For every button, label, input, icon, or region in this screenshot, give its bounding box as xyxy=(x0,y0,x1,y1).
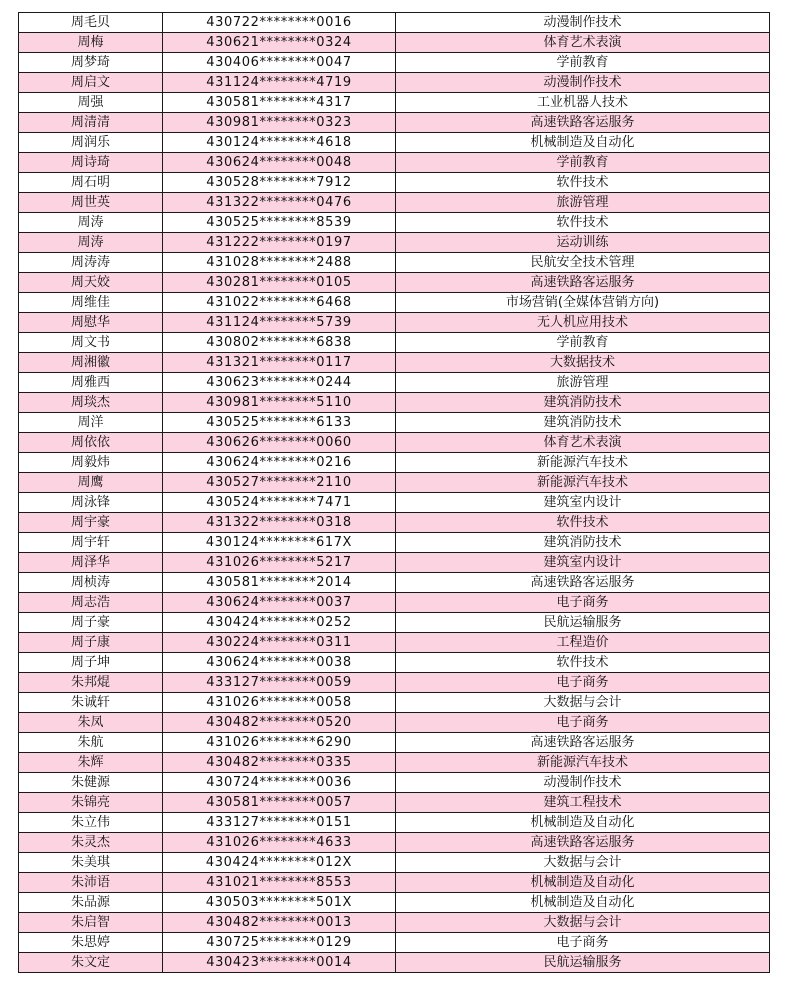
id-number-cell: 430581********4317 xyxy=(163,93,396,113)
student-name-cell: 朱健源 xyxy=(19,773,163,793)
id-number-cell: 430406********0047 xyxy=(163,53,396,73)
student-name-cell: 周子康 xyxy=(19,633,163,653)
id-number-cell: 431124********4719 xyxy=(163,73,396,93)
id-number-cell: 430624********0048 xyxy=(163,153,396,173)
major-cell: 动漫制作技术 xyxy=(396,773,770,793)
table-row xyxy=(19,853,770,873)
student-name-cell: 朱邦焜 xyxy=(19,673,163,693)
id-number-cell: 430482********0520 xyxy=(163,713,396,733)
major-cell: 大数据与会计 xyxy=(396,913,770,933)
id-number-cell: 430581********0057 xyxy=(163,793,396,813)
student-name-cell: 朱航 xyxy=(19,733,163,753)
student-name-cell: 周桢涛 xyxy=(19,573,163,593)
id-number-cell: 430624********0038 xyxy=(163,653,396,673)
student-name-cell: 周子豪 xyxy=(19,613,163,633)
student-name-cell: 朱启智 xyxy=(19,913,163,933)
student-name-cell: 周维佳 xyxy=(19,293,163,313)
id-number-cell: 431222********0197 xyxy=(163,233,396,253)
id-number-cell: 430802********6838 xyxy=(163,333,396,353)
id-number-cell: 430623********0244 xyxy=(163,373,396,393)
student-name-cell: 周毅炜 xyxy=(19,453,163,473)
major-cell: 无人机应用技术 xyxy=(396,313,770,333)
student-name-cell: 周天姣 xyxy=(19,273,163,293)
student-name-cell: 周子坤 xyxy=(19,653,163,673)
major-cell: 高速铁路客运服务 xyxy=(396,113,770,133)
table-row xyxy=(19,653,770,673)
student-name-cell: 朱立伟 xyxy=(19,813,163,833)
id-number-cell: 430621********0324 xyxy=(163,33,396,53)
major-cell: 机械制造及自动化 xyxy=(396,813,770,833)
id-number-cell: 430722********0016 xyxy=(163,13,396,33)
major-cell: 民航运输服务 xyxy=(396,613,770,633)
student-name-cell: 周世英 xyxy=(19,193,163,213)
major-cell: 电子商务 xyxy=(396,593,770,613)
student-name-cell: 周依依 xyxy=(19,433,163,453)
major-cell: 新能源汽车技术 xyxy=(396,473,770,493)
table-row xyxy=(19,213,770,233)
major-cell: 民航运输服务 xyxy=(396,953,770,973)
student-name-cell: 朱思婷 xyxy=(19,933,163,953)
id-number-cell: 430423********0014 xyxy=(163,953,396,973)
table-row xyxy=(19,473,770,493)
id-number-cell: 431026********4633 xyxy=(163,833,396,853)
table-row xyxy=(19,433,770,453)
student-name-cell: 周志浩 xyxy=(19,593,163,613)
id-number-cell: 430527********2110 xyxy=(163,473,396,493)
student-name-cell: 周涛 xyxy=(19,213,163,233)
table-row xyxy=(19,273,770,293)
student-name-cell: 周雅西 xyxy=(19,373,163,393)
id-number-cell: 433127********0059 xyxy=(163,673,396,693)
table-row xyxy=(19,313,770,333)
major-cell: 动漫制作技术 xyxy=(396,13,770,33)
id-number-cell: 430281********0105 xyxy=(163,273,396,293)
table-row xyxy=(19,153,770,173)
id-number-cell: 431022********6468 xyxy=(163,293,396,313)
table-row xyxy=(19,93,770,113)
id-number-cell: 430503********501X xyxy=(163,893,396,913)
major-cell: 机械制造及自动化 xyxy=(396,893,770,913)
table-row xyxy=(19,453,770,473)
student-name-cell: 周强 xyxy=(19,93,163,113)
table-row xyxy=(19,613,770,633)
student-name-cell: 周诗琦 xyxy=(19,153,163,173)
table-row xyxy=(19,713,770,733)
student-name-cell: 朱锦亮 xyxy=(19,793,163,813)
table-row xyxy=(19,573,770,593)
table-row xyxy=(19,33,770,53)
table-row xyxy=(19,73,770,93)
table-row xyxy=(19,753,770,773)
student-name-cell: 周梦琦 xyxy=(19,53,163,73)
table-row xyxy=(19,813,770,833)
table-row xyxy=(19,233,770,253)
student-name-cell: 周润乐 xyxy=(19,133,163,153)
table-row xyxy=(19,633,770,653)
table-row xyxy=(19,133,770,153)
student-table xyxy=(18,12,770,973)
id-number-cell: 430981********5110 xyxy=(163,393,396,413)
id-number-cell: 430528********7912 xyxy=(163,173,396,193)
id-number-cell: 431021********8553 xyxy=(163,873,396,893)
major-cell: 学前教育 xyxy=(396,333,770,353)
student-name-cell: 周启文 xyxy=(19,73,163,93)
student-name-cell: 周鹰 xyxy=(19,473,163,493)
major-cell: 高速铁路客运服务 xyxy=(396,273,770,293)
major-cell: 建筑消防技术 xyxy=(396,413,770,433)
student-name-cell: 周湘徽 xyxy=(19,353,163,373)
student-name-cell: 周洋 xyxy=(19,413,163,433)
student-name-cell: 朱沛语 xyxy=(19,873,163,893)
major-cell: 旅游管理 xyxy=(396,193,770,213)
student-name-cell: 周文书 xyxy=(19,333,163,353)
major-cell: 民航安全技术管理 xyxy=(396,253,770,273)
student-name-cell: 周宇豪 xyxy=(19,513,163,533)
major-cell: 学前教育 xyxy=(396,153,770,173)
major-cell: 新能源汽车技术 xyxy=(396,753,770,773)
major-cell: 机械制造及自动化 xyxy=(396,133,770,153)
table-row xyxy=(19,13,770,33)
id-number-cell: 430482********0335 xyxy=(163,753,396,773)
table-row xyxy=(19,493,770,513)
major-cell: 电子商务 xyxy=(396,673,770,693)
student-name-cell: 朱美琪 xyxy=(19,853,163,873)
major-cell: 大数据与会计 xyxy=(396,693,770,713)
student-name-cell: 周慰华 xyxy=(19,313,163,333)
id-number-cell: 431028********2488 xyxy=(163,253,396,273)
student-name-cell: 周清清 xyxy=(19,113,163,133)
id-number-cell: 430524********7471 xyxy=(163,493,396,513)
table-row xyxy=(19,53,770,73)
table-row xyxy=(19,253,770,273)
major-cell: 高速铁路客运服务 xyxy=(396,573,770,593)
table-row xyxy=(19,333,770,353)
table-row xyxy=(19,833,770,853)
id-number-cell: 431322********0476 xyxy=(163,193,396,213)
major-cell: 旅游管理 xyxy=(396,373,770,393)
major-cell: 建筑工程技术 xyxy=(396,793,770,813)
table-row xyxy=(19,693,770,713)
table-row xyxy=(19,353,770,373)
table-row xyxy=(19,193,770,213)
student-name-cell: 朱文定 xyxy=(19,953,163,973)
id-number-cell: 431321********0117 xyxy=(163,353,396,373)
table-row xyxy=(19,393,770,413)
major-cell: 市场营销(全媒体营销方向) xyxy=(396,293,770,313)
major-cell: 大数据技术 xyxy=(396,353,770,373)
table-row xyxy=(19,773,770,793)
student-name-cell: 周泳锋 xyxy=(19,493,163,513)
major-cell: 软件技术 xyxy=(396,213,770,233)
id-number-cell: 433127********0151 xyxy=(163,813,396,833)
table-row xyxy=(19,593,770,613)
id-number-cell: 430124********617X xyxy=(163,533,396,553)
student-name-cell: 朱诚轩 xyxy=(19,693,163,713)
table-row xyxy=(19,113,770,133)
major-cell: 体育艺术表演 xyxy=(396,33,770,53)
student-name-cell: 朱辉 xyxy=(19,753,163,773)
table-row xyxy=(19,373,770,393)
id-number-cell: 430624********0216 xyxy=(163,453,396,473)
student-name-cell: 周宇轩 xyxy=(19,533,163,553)
id-number-cell: 430424********0252 xyxy=(163,613,396,633)
major-cell: 高速铁路客运服务 xyxy=(396,833,770,853)
table-row xyxy=(19,933,770,953)
id-number-cell: 430624********0037 xyxy=(163,593,396,613)
id-number-cell: 431026********5217 xyxy=(163,553,396,573)
id-number-cell: 431026********6290 xyxy=(163,733,396,753)
major-cell: 机械制造及自动化 xyxy=(396,873,770,893)
id-number-cell: 430581********2014 xyxy=(163,573,396,593)
id-number-cell: 430981********0323 xyxy=(163,113,396,133)
id-number-cell: 430725********0129 xyxy=(163,933,396,953)
table-row xyxy=(19,873,770,893)
table-row xyxy=(19,673,770,693)
id-number-cell: 430525********8539 xyxy=(163,213,396,233)
major-cell: 新能源汽车技术 xyxy=(396,453,770,473)
id-number-cell: 430424********012X xyxy=(163,853,396,873)
major-cell: 动漫制作技术 xyxy=(396,73,770,93)
student-name-cell: 周涛 xyxy=(19,233,163,253)
student-name-cell: 周梅 xyxy=(19,33,163,53)
id-number-cell: 431124********5739 xyxy=(163,313,396,333)
major-cell: 电子商务 xyxy=(396,713,770,733)
major-cell: 大数据与会计 xyxy=(396,853,770,873)
major-cell: 电子商务 xyxy=(396,933,770,953)
major-cell: 建筑室内设计 xyxy=(396,553,770,573)
major-cell: 软件技术 xyxy=(396,653,770,673)
major-cell: 工程造价 xyxy=(396,633,770,653)
student-name-cell: 周涛涛 xyxy=(19,253,163,273)
major-cell: 建筑室内设计 xyxy=(396,493,770,513)
id-number-cell: 431026********0058 xyxy=(163,693,396,713)
id-number-cell: 430525********6133 xyxy=(163,413,396,433)
id-number-cell: 430482********0013 xyxy=(163,913,396,933)
table-row xyxy=(19,913,770,933)
table-row xyxy=(19,173,770,193)
student-name-cell: 朱灵杰 xyxy=(19,833,163,853)
table-row xyxy=(19,793,770,813)
student-name-cell: 周泽华 xyxy=(19,553,163,573)
table-row xyxy=(19,533,770,553)
major-cell: 软件技术 xyxy=(396,513,770,533)
major-cell: 工业机器人技术 xyxy=(396,93,770,113)
student-name-cell: 周琰杰 xyxy=(19,393,163,413)
major-cell: 学前教育 xyxy=(396,53,770,73)
major-cell: 运动训练 xyxy=(396,233,770,253)
table-row xyxy=(19,413,770,433)
major-cell: 高速铁路客运服务 xyxy=(396,733,770,753)
major-cell: 体育艺术表演 xyxy=(396,433,770,453)
student-table-body xyxy=(19,13,770,973)
id-number-cell: 430724********0036 xyxy=(163,773,396,793)
id-number-cell: 431322********0318 xyxy=(163,513,396,533)
major-cell: 建筑消防技术 xyxy=(396,393,770,413)
id-number-cell: 430626********0060 xyxy=(163,433,396,453)
table-row xyxy=(19,953,770,973)
id-number-cell: 430224********0311 xyxy=(163,633,396,653)
student-name-cell: 周石明 xyxy=(19,173,163,193)
student-name-cell: 朱凤 xyxy=(19,713,163,733)
id-number-cell: 430124********4618 xyxy=(163,133,396,153)
table-row xyxy=(19,553,770,573)
student-name-cell: 周毛贝 xyxy=(19,13,163,33)
major-cell: 建筑消防技术 xyxy=(396,533,770,553)
table-row xyxy=(19,293,770,313)
table-row xyxy=(19,733,770,753)
table-row xyxy=(19,513,770,533)
student-name-cell: 朱品源 xyxy=(19,893,163,913)
table-row xyxy=(19,893,770,913)
major-cell: 软件技术 xyxy=(396,173,770,193)
